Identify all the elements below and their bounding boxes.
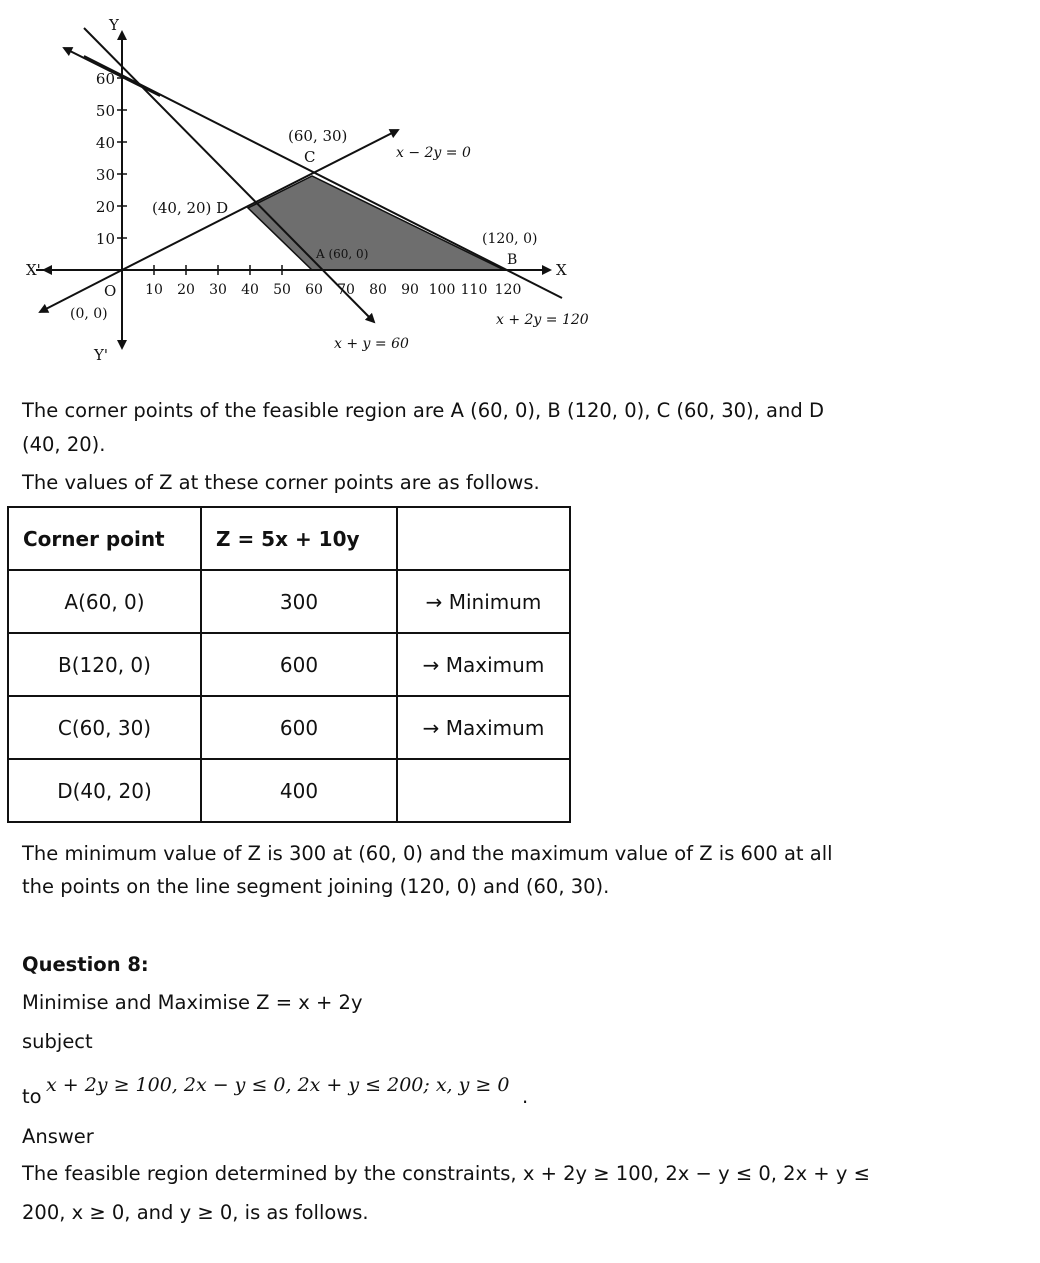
to-word: to: [22, 1085, 42, 1108]
row-note: → Minimum: [397, 570, 570, 633]
header-note: [397, 507, 570, 570]
y-tick-10: 10: [95, 230, 115, 248]
origin-label: O: [104, 282, 117, 300]
corner-point-table: [7, 506, 571, 823]
point-c-coord: (60, 30): [288, 127, 348, 145]
point-b-coord: (120, 0): [482, 231, 538, 247]
point-b-letter: B: [507, 252, 518, 268]
row-note: → Maximum: [397, 633, 570, 696]
constraints-formula: x + 2y ≥ 100, 2x − y ≤ 0, 2x + y ≤ 200; x, y ≥ 0: [46, 1074, 510, 1096]
x-neg-label: X': [26, 261, 41, 279]
y-tick-40: 40: [95, 134, 115, 152]
origin-coord: (0, 0): [70, 306, 108, 322]
x-tick-40: 40: [241, 282, 259, 298]
y-tick-30: 30: [95, 166, 115, 184]
x-tick-30: 30: [209, 282, 227, 298]
x-tick-80: 80: [369, 282, 387, 298]
row-z: 600: [201, 696, 397, 759]
row-point: B(120, 0): [8, 633, 201, 696]
line3-label: x + y = 60: [334, 336, 409, 352]
x-tick-50: 50: [273, 282, 291, 298]
line2-label: x + 2y = 120: [496, 312, 589, 328]
question-title: Question 8:: [22, 953, 149, 976]
answer-label: Answer: [22, 1125, 94, 1148]
conclusion-2: the points on the line segment joining (120, 0) and (60, 30).: [22, 875, 610, 898]
x-tick-60: 60: [305, 282, 323, 298]
feasible-region-graph: [0, 0, 620, 380]
x-tick-20: 20: [177, 282, 195, 298]
x-tick-110: 110: [460, 282, 488, 298]
line1-label: x − 2y = 0: [396, 145, 471, 161]
values-intro: The values of Z at these corner points are as follows.: [22, 471, 540, 494]
table-header-row: [8, 507, 570, 570]
row-z: 300: [201, 570, 397, 633]
answer-line-2: 200, x ≥ 0, and y ≥ 0, is as follows.: [22, 1201, 369, 1224]
x-tick-70: 70: [337, 282, 355, 298]
y-neg-label: Y': [94, 346, 109, 364]
row-note: [397, 759, 570, 822]
feasible-region: [248, 176, 504, 270]
line-x-plus-y-60: [84, 28, 374, 322]
row-z: 400: [201, 759, 397, 822]
x-tick-10: 10: [145, 282, 163, 298]
question-line: Minimise and Maximise Z = x + 2y: [22, 991, 363, 1014]
x-tick-120: 120: [494, 282, 522, 298]
y-tick-50: 50: [95, 102, 115, 120]
x-tick-100: 100: [428, 282, 456, 298]
table-row: [8, 696, 570, 759]
point-d-label: (40, 20) D: [152, 199, 229, 217]
row-z: 600: [201, 633, 397, 696]
row-point: C(60, 30): [8, 696, 201, 759]
row-point: A(60, 0): [8, 570, 201, 633]
point-c-letter: C: [304, 148, 316, 166]
header-z: Z = 5x + 10y: [201, 507, 397, 570]
x-tick-90: 90: [401, 282, 419, 298]
table-row: [8, 570, 570, 633]
constraints-end: .: [522, 1085, 529, 1108]
x-axis-label: X: [556, 261, 567, 279]
table-row: [8, 759, 570, 822]
y-tick-20: 20: [95, 198, 115, 216]
table-row: [8, 633, 570, 696]
y-axis-label: Y: [109, 16, 119, 34]
row-note: → Maximum: [397, 696, 570, 759]
y-tick-60: 60: [95, 70, 115, 88]
row-point: D(40, 20): [8, 759, 201, 822]
corner-intro-2: (40, 20).: [22, 433, 106, 456]
subject-word: subject: [22, 1030, 93, 1053]
corner-intro-1: The corner points of the feasible region are A (60, 0), B (120, 0), C (60, 30), and D: [22, 399, 824, 422]
conclusion-1: The minimum value of Z is 300 at (60, 0) and the maximum value of Z is 600 at all: [22, 842, 833, 865]
answer-line-1: The feasible region determined by the constraints, x + 2y ≥ 100, 2x − y ≤ 0, 2x + y ≤: [22, 1162, 870, 1185]
header-corner-point: Corner point: [8, 507, 201, 570]
point-a-label: A (60, 0): [316, 247, 369, 261]
